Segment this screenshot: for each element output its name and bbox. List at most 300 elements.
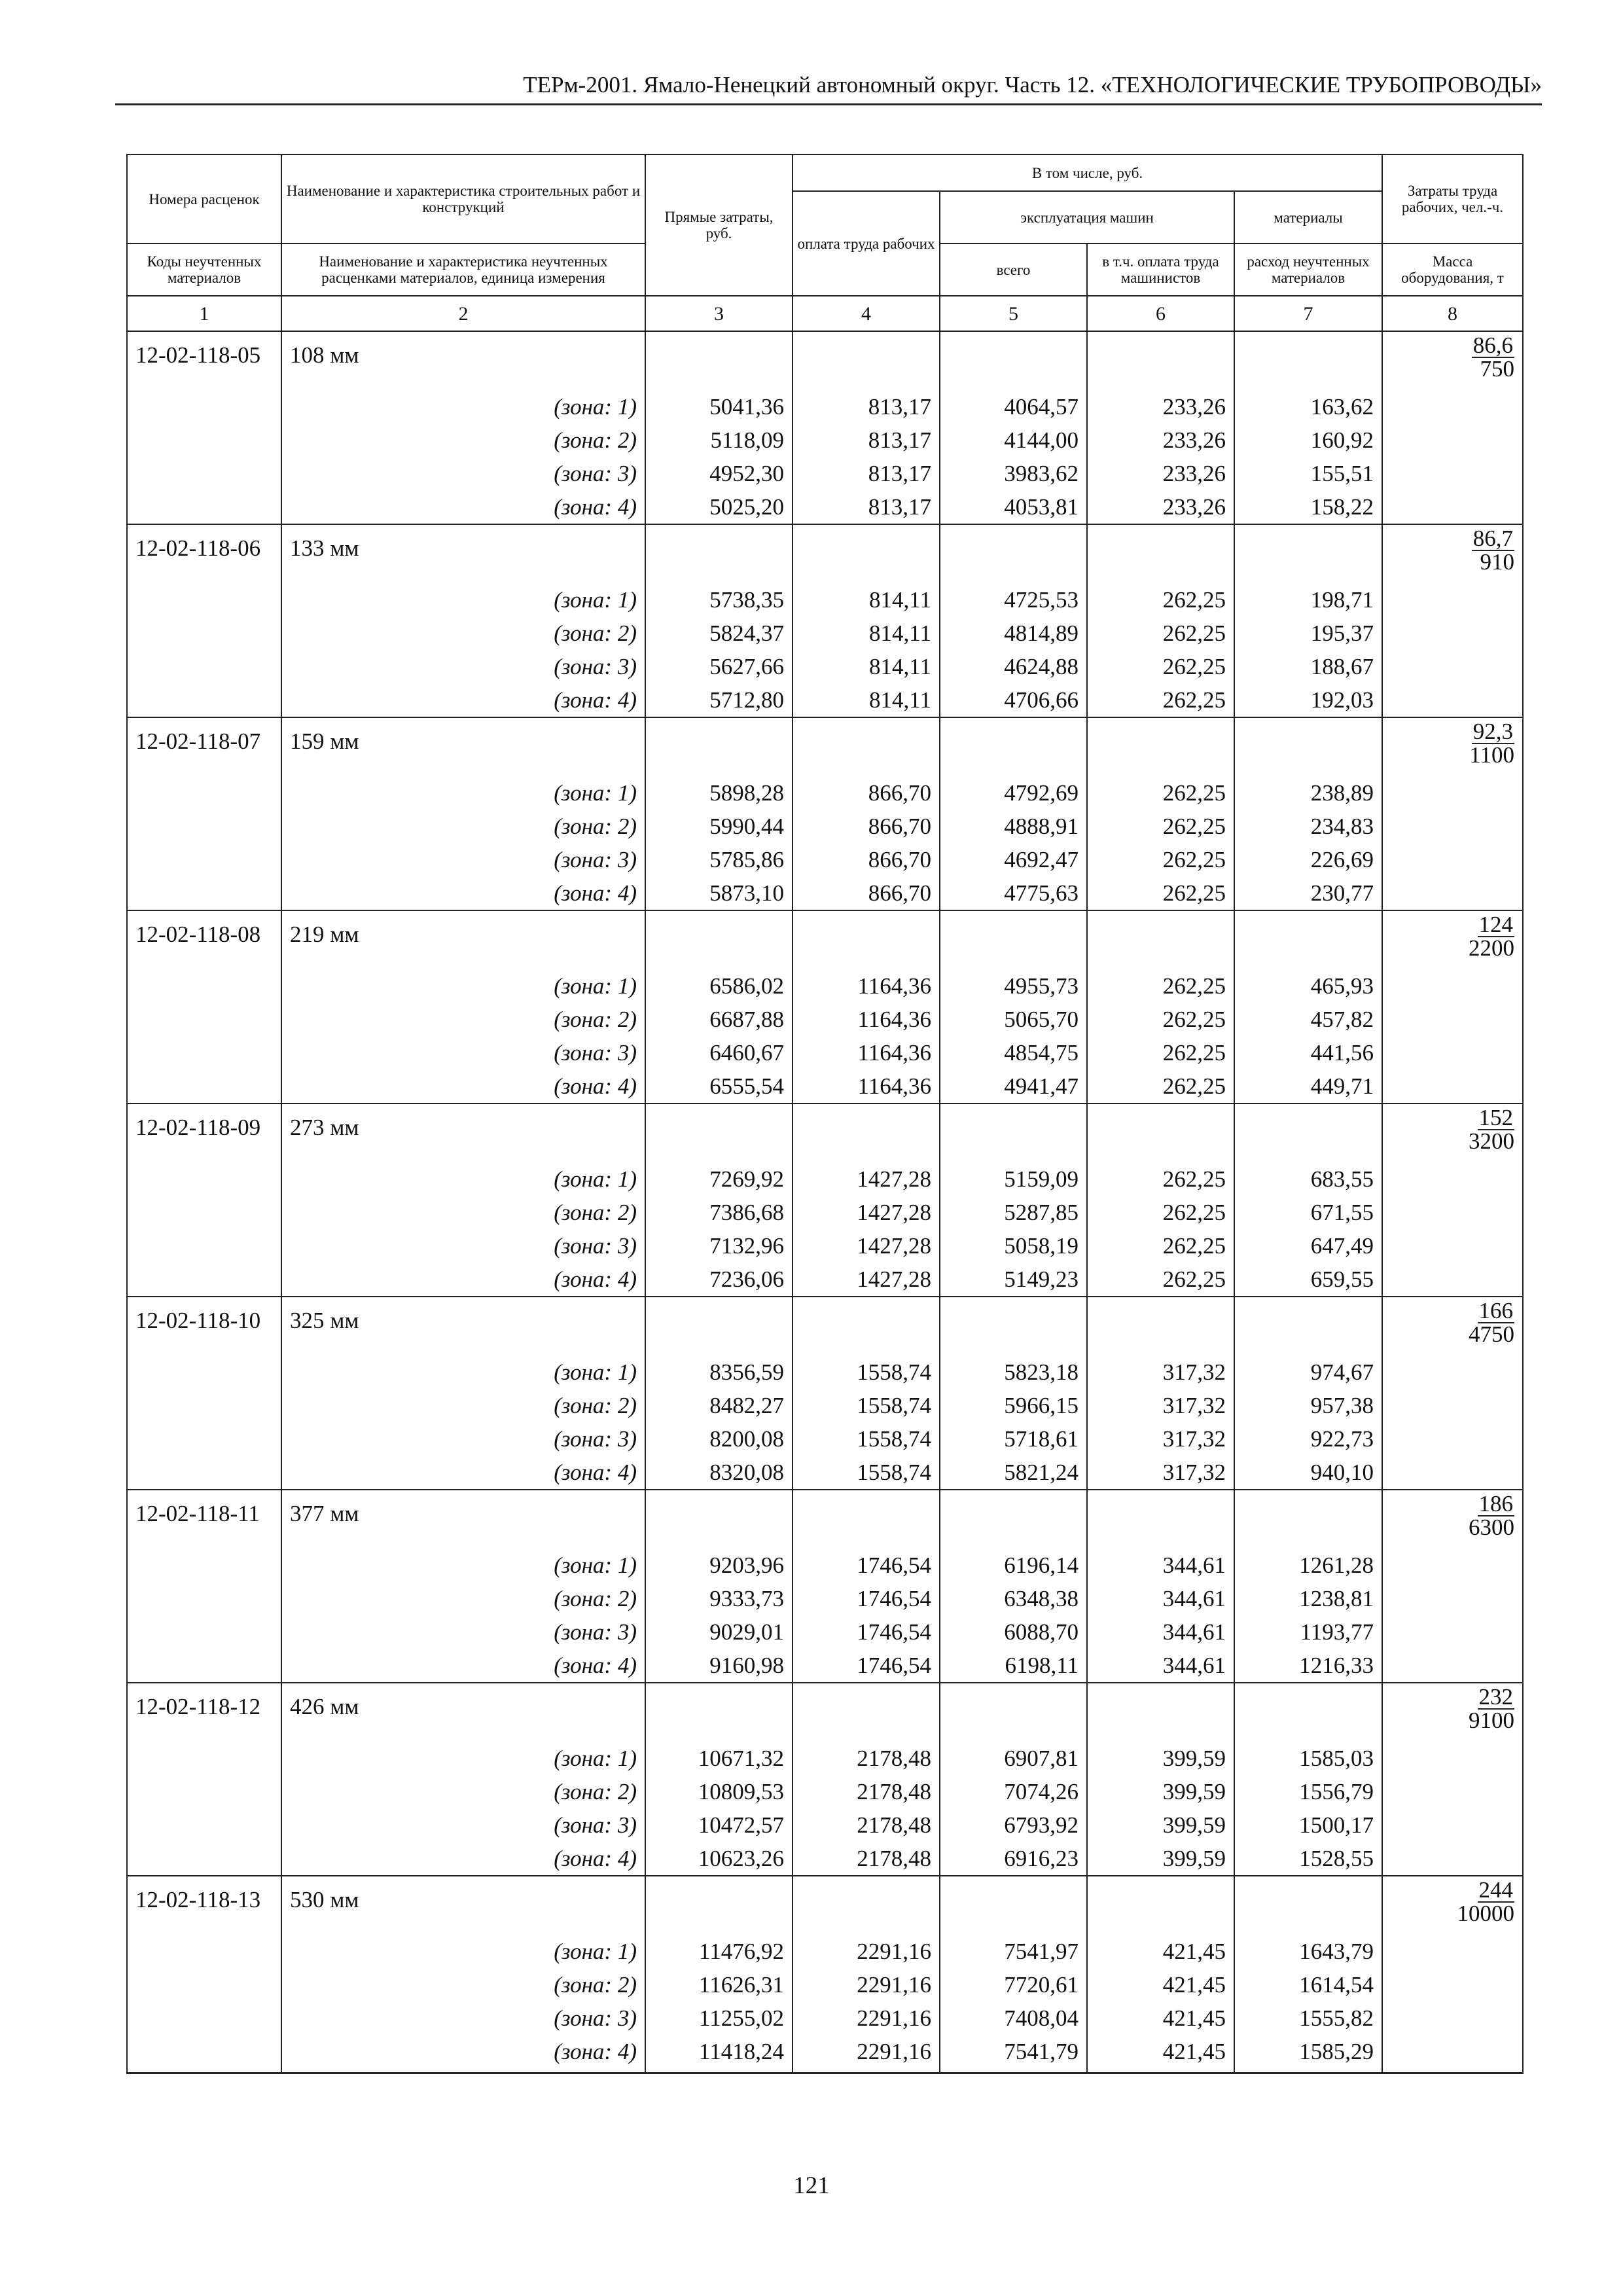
direct-costs-value: 10671,32 [645,1742,793,1775]
empty-cell [1382,1582,1523,1615]
empty-cell [645,910,793,969]
empty-cell [793,1297,940,1355]
operators-wage-value: 262,25 [1087,1069,1234,1103]
workers-wage-value: 1558,74 [793,1389,940,1422]
operators-wage-value: 262,25 [1087,1229,1234,1263]
operators-wage-value: 262,25 [1087,683,1234,717]
zone-row [127,1003,1523,1036]
workers-wage-value: 813,17 [793,490,940,524]
table-header [127,154,1523,331]
zone-row [127,457,1523,490]
column-number: 1 [127,296,281,331]
direct-costs-value: 6555,54 [645,1069,793,1103]
empty-cell [1382,683,1523,717]
machines-total-value: 7541,79 [940,2035,1087,2073]
empty-cell [645,331,793,390]
workers-wage-value: 814,11 [793,617,940,650]
empty-cell [127,1162,281,1196]
empty-cell [127,969,281,1003]
direct-costs-value: 5898,28 [645,776,793,810]
empty-cell [793,1683,940,1742]
empty-cell [127,1935,281,1968]
empty-cell [793,1876,940,1935]
empty-cell [1087,1876,1234,1935]
zone-row [127,1263,1523,1297]
workers-wage-value: 866,70 [793,843,940,876]
equipment-mass-value: 6300 [1469,1515,1515,1540]
operators-wage-value: 262,25 [1087,876,1234,910]
direct-costs-value: 6687,88 [645,1003,793,1036]
zone-row [127,583,1523,617]
empty-cell [793,1490,940,1549]
machines-total-value: 4064,57 [940,390,1087,423]
header-rate-number: Номера расценок [127,154,281,243]
empty-cell [127,1842,281,1876]
rate-name: 377 мм [281,1490,645,1549]
zone-label: (зона: 3) [281,1229,645,1263]
direct-costs-value: 9029,01 [645,1615,793,1649]
empty-cell [1234,1490,1382,1549]
rate-name: 530 мм [281,1876,645,1935]
rate-title-row [127,524,1523,583]
zone-label: (зона: 3) [281,650,645,683]
column-number: 3 [645,296,793,331]
materials-value: 1643,79 [1234,1935,1382,1968]
operators-wage-value: 344,61 [1087,1615,1234,1649]
empty-cell [1382,1549,1523,1582]
machines-total-value: 4955,73 [940,969,1087,1003]
header-workers-wage: оплата труда рабочих [793,191,940,296]
zone-label: (зона: 2) [281,617,645,650]
materials-value: 922,73 [1234,1422,1382,1456]
zone-label: (зона: 4) [281,1842,645,1876]
direct-costs-value: 5873,10 [645,876,793,910]
materials-value: 195,37 [1234,617,1382,650]
workers-wage-value: 814,11 [793,650,940,683]
empty-cell [645,717,793,776]
zone-label: (зона: 3) [281,1036,645,1069]
machines-total-value: 5149,23 [940,1263,1087,1297]
zone-row [127,490,1523,524]
operators-wage-value: 399,59 [1087,1742,1234,1775]
rate-name: 219 мм [281,910,645,969]
materials-value: 188,67 [1234,650,1382,683]
column-number: 6 [1087,296,1234,331]
zone-row [127,2035,1523,2073]
workers-wage-value: 2291,16 [793,2035,940,2073]
empty-cell [1382,1003,1523,1036]
empty-cell [793,1103,940,1162]
empty-cell [127,1422,281,1456]
rate-title-row [127,910,1523,969]
zone-row [127,810,1523,843]
operators-wage-value: 399,59 [1087,1775,1234,1808]
rate-title-row [127,1297,1523,1355]
zone-label: (зона: 2) [281,810,645,843]
zone-label: (зона: 1) [281,583,645,617]
zone-label: (зона: 4) [281,876,645,910]
workers-wage-value: 814,11 [793,583,940,617]
labor-mass-fraction [1382,1876,1523,1935]
machines-total-value: 4725,53 [940,583,1087,617]
column-number: 5 [940,296,1087,331]
rate-name: 159 мм [281,717,645,776]
empty-cell [1087,524,1234,583]
empty-cell [793,524,940,583]
empty-cell [127,1808,281,1842]
empty-cell [127,2001,281,2035]
materials-value: 465,93 [1234,969,1382,1003]
rate-title-row [127,1490,1523,1549]
zone-label: (зона: 1) [281,1549,645,1582]
empty-cell [1382,650,1523,683]
empty-cell [1382,1069,1523,1103]
direct-costs-value: 11255,02 [645,2001,793,2035]
materials-value: 1500,17 [1234,1808,1382,1842]
empty-cell [793,331,940,390]
rate-code: 12-02-118-12 [127,1683,281,1742]
equipment-mass-value: 9100 [1469,1708,1515,1733]
empty-cell [1382,583,1523,617]
zone-row [127,1842,1523,1876]
labor-costs-value: 186 [1478,1491,1514,1516]
zone-label: (зона: 3) [281,457,645,490]
empty-cell [940,1683,1087,1742]
zone-row [127,1968,1523,2001]
equipment-mass-value: 2200 [1469,935,1515,961]
equipment-mass-value: 1100 [1469,742,1515,768]
machines-total-value: 4775,63 [940,876,1087,910]
machines-total-value: 4053,81 [940,490,1087,524]
empty-cell [1087,1683,1234,1742]
column-number: 4 [793,296,940,331]
rate-code: 12-02-118-05 [127,331,281,390]
direct-costs-value: 5118,09 [645,423,793,457]
empty-cell [127,1615,281,1649]
workers-wage-value: 2178,48 [793,1808,940,1842]
zone-label: (зона: 2) [281,1968,645,2001]
labor-mass-fraction [1382,910,1523,969]
materials-value: 1555,82 [1234,2001,1382,2035]
zone-label: (зона: 4) [281,490,645,524]
materials-value: 1585,03 [1234,1742,1382,1775]
machines-total-value: 4692,47 [940,843,1087,876]
empty-cell [1382,1229,1523,1263]
zone-row [127,776,1523,810]
empty-cell [1382,1036,1523,1069]
labor-costs-value: 124 [1478,912,1514,937]
direct-costs-value: 5824,37 [645,617,793,650]
zone-row [127,683,1523,717]
machines-total-value: 4941,47 [940,1069,1087,1103]
zone-row [127,423,1523,457]
zone-label: (зона: 4) [281,1069,645,1103]
operators-wage-value: 262,25 [1087,1196,1234,1229]
empty-cell [127,457,281,490]
empty-cell [793,910,940,969]
zone-row [127,1162,1523,1196]
direct-costs-value: 9203,96 [645,1549,793,1582]
direct-costs-value: 9333,73 [645,1582,793,1615]
operators-wage-value: 233,26 [1087,490,1234,524]
direct-costs-value: 10623,26 [645,1842,793,1876]
zone-row [127,1355,1523,1389]
operators-wage-value: 317,32 [1087,1422,1234,1456]
operators-wage-value: 262,25 [1087,969,1234,1003]
operators-wage-value: 262,25 [1087,843,1234,876]
operators-wage-value: 233,26 [1087,423,1234,457]
operators-wage-value: 421,45 [1087,2001,1234,2035]
direct-costs-value: 8482,27 [645,1389,793,1422]
empty-cell [1087,717,1234,776]
empty-cell [940,1297,1087,1355]
workers-wage-value: 866,70 [793,776,940,810]
materials-value: 198,71 [1234,583,1382,617]
labor-costs-value: 86,6 [1472,332,1514,358]
rate-name: 273 мм [281,1103,645,1162]
header-operators-wage: в т.ч. оплата труда машинистов [1087,243,1234,296]
labor-costs-value: 232 [1478,1684,1514,1710]
empty-cell [1382,1649,1523,1683]
empty-cell [127,423,281,457]
empty-cell [1087,331,1234,390]
direct-costs-value: 7386,68 [645,1196,793,1229]
labor-mass-fraction [1382,331,1523,390]
materials-value: 1556,79 [1234,1775,1382,1808]
direct-costs-value: 11626,31 [645,1968,793,2001]
materials-value: 940,10 [1234,1456,1382,1490]
materials-value: 659,55 [1234,1263,1382,1297]
materials-value: 1193,77 [1234,1615,1382,1649]
empty-cell [1087,1103,1234,1162]
workers-wage-value: 813,17 [793,390,940,423]
zone-label: (зона: 2) [281,1389,645,1422]
direct-costs-value: 7236,06 [645,1263,793,1297]
empty-cell [1382,1456,1523,1490]
empty-cell [127,1968,281,2001]
empty-cell [127,1196,281,1229]
direct-costs-value: 5627,66 [645,650,793,683]
machines-total-value: 4624,88 [940,650,1087,683]
operators-wage-value: 421,45 [1087,1968,1234,2001]
direct-costs-value: 5738,35 [645,583,793,617]
empty-cell [645,1490,793,1549]
zone-row [127,1808,1523,1842]
operators-wage-value: 262,25 [1087,810,1234,843]
zone-label: (зона: 1) [281,776,645,810]
empty-cell [940,1490,1087,1549]
empty-cell [127,490,281,524]
empty-cell [940,910,1087,969]
header-equipment-mass: Масса оборудования, т [1382,243,1523,296]
workers-wage-value: 2178,48 [793,1742,940,1775]
direct-costs-value: 6460,67 [645,1036,793,1069]
zone-label: (зона: 4) [281,1456,645,1490]
workers-wage-value: 1164,36 [793,1069,940,1103]
labor-mass-fraction [1382,1103,1523,1162]
machines-total-value: 5159,09 [940,1162,1087,1196]
rate-title-row [127,331,1523,390]
labor-mass-fraction [1382,1683,1523,1742]
workers-wage-value: 813,17 [793,457,940,490]
empty-cell [1382,1775,1523,1808]
materials-value: 1261,28 [1234,1549,1382,1582]
operators-wage-value: 262,25 [1087,1162,1234,1196]
empty-cell [940,1103,1087,1162]
materials-value: 226,69 [1234,843,1382,876]
empty-cell [1382,843,1523,876]
empty-cell [940,524,1087,583]
direct-costs-value: 5041,36 [645,390,793,423]
zone-row [127,650,1523,683]
zone-label: (зона: 1) [281,1355,645,1389]
empty-cell [1382,1355,1523,1389]
empty-cell [645,1876,793,1935]
materials-value: 155,51 [1234,457,1382,490]
materials-value: 671,55 [1234,1196,1382,1229]
workers-wage-value: 1746,54 [793,1582,940,1615]
workers-wage-value: 1746,54 [793,1615,940,1649]
empty-cell [127,1775,281,1808]
operators-wage-value: 262,25 [1087,1003,1234,1036]
zone-row [127,1775,1523,1808]
empty-cell [940,1876,1087,1935]
rate-name: 426 мм [281,1683,645,1742]
zone-label: (зона: 4) [281,1649,645,1683]
zone-label: (зона: 1) [281,1742,645,1775]
column-number: 8 [1382,296,1523,331]
empty-cell [127,1389,281,1422]
direct-costs-value: 5712,80 [645,683,793,717]
rate-code: 12-02-118-10 [127,1297,281,1355]
machines-total-value: 4144,00 [940,423,1087,457]
empty-cell [127,1582,281,1615]
materials-value: 1614,54 [1234,1968,1382,2001]
materials-value: 449,71 [1234,1069,1382,1103]
operators-wage-value: 262,25 [1087,776,1234,810]
workers-wage-value: 1427,28 [793,1263,940,1297]
zone-row [127,969,1523,1003]
equipment-mass-value: 3200 [1469,1128,1515,1154]
direct-costs-value: 9160,98 [645,1649,793,1683]
empty-cell [793,717,940,776]
rate-name: 325 мм [281,1297,645,1355]
machines-total-value: 6348,38 [940,1582,1087,1615]
zone-row [127,1649,1523,1683]
operators-wage-value: 233,26 [1087,457,1234,490]
header-including-group: В том числе, руб. [793,154,1382,191]
empty-cell [1382,876,1523,910]
machines-total-value: 6793,92 [940,1808,1087,1842]
empty-cell [1382,423,1523,457]
rate-name: 133 мм [281,524,645,583]
empty-cell [1234,1297,1382,1355]
empty-cell [127,843,281,876]
zone-row [127,617,1523,650]
materials-value: 1585,29 [1234,2035,1382,2073]
zone-label: (зона: 2) [281,423,645,457]
empty-cell [1087,1490,1234,1549]
direct-costs-value: 10809,53 [645,1775,793,1808]
zone-label: (зона: 2) [281,1196,645,1229]
rates-body [127,331,1523,2073]
zone-label: (зона: 3) [281,2001,645,2035]
empty-cell [127,1355,281,1389]
zone-label: (зона: 3) [281,843,645,876]
header-material-names: Наименование и характеристика неучтенных расценками материалов, единица измерения [281,243,645,296]
empty-cell [1382,1422,1523,1456]
equipment-mass-value: 10000 [1457,1901,1515,1926]
equipment-mass-value: 4750 [1469,1321,1515,1347]
empty-cell [127,1742,281,1775]
column-number: 7 [1234,296,1382,331]
operators-wage-value: 262,25 [1087,617,1234,650]
header-machines-group: эксплуатация машин [940,191,1234,243]
materials-value: 683,55 [1234,1162,1382,1196]
machines-total-value: 5065,70 [940,1003,1087,1036]
rate-title-row [127,1876,1523,1935]
header-labor-costs: Затраты труда рабочих, чел.-ч. [1382,154,1523,243]
materials-value: 957,38 [1234,1389,1382,1422]
workers-wage-value: 814,11 [793,683,940,717]
rate-title-row [127,717,1523,776]
workers-wage-value: 1558,74 [793,1422,940,1456]
workers-wage-value: 1427,28 [793,1229,940,1263]
rate-code: 12-02-118-07 [127,717,281,776]
materials-value: 441,56 [1234,1036,1382,1069]
zone-label: (зона: 4) [281,2035,645,2073]
empty-cell [1382,1935,1523,1968]
operators-wage-value: 317,32 [1087,1355,1234,1389]
materials-value: 238,89 [1234,776,1382,810]
empty-cell [1234,1103,1382,1162]
empty-cell [645,524,793,583]
empty-cell [127,583,281,617]
rate-code: 12-02-118-08 [127,910,281,969]
workers-wage-value: 1164,36 [793,1036,940,1069]
rate-code: 12-02-118-09 [127,1103,281,1162]
zone-row [127,843,1523,876]
operators-wage-value: 262,25 [1087,650,1234,683]
machines-total-value: 4888,91 [940,810,1087,843]
materials-value: 160,92 [1234,423,1382,457]
zone-row [127,1069,1523,1103]
labor-mass-fraction [1382,524,1523,583]
zone-label: (зона: 3) [281,1615,645,1649]
machines-total-value: 4814,89 [940,617,1087,650]
workers-wage-value: 1746,54 [793,1649,940,1683]
direct-costs-value: 6586,02 [645,969,793,1003]
empty-cell [1382,1615,1523,1649]
workers-wage-value: 2291,16 [793,2001,940,2035]
empty-cell [1382,1742,1523,1775]
empty-cell [1382,1389,1523,1422]
operators-wage-value: 317,32 [1087,1389,1234,1422]
materials-value: 230,77 [1234,876,1382,910]
empty-cell [1382,390,1523,423]
operators-wage-value: 421,45 [1087,1935,1234,1968]
empty-cell [127,1549,281,1582]
materials-value: 1528,55 [1234,1842,1382,1876]
materials-value: 163,62 [1234,390,1382,423]
operators-wage-value: 344,61 [1087,1549,1234,1582]
zone-label: (зона: 1) [281,390,645,423]
zone-label: (зона: 1) [281,969,645,1003]
materials-value: 158,22 [1234,490,1382,524]
labor-mass-fraction [1382,717,1523,776]
workers-wage-value: 2291,16 [793,1968,940,2001]
empty-cell [1382,2001,1523,2035]
